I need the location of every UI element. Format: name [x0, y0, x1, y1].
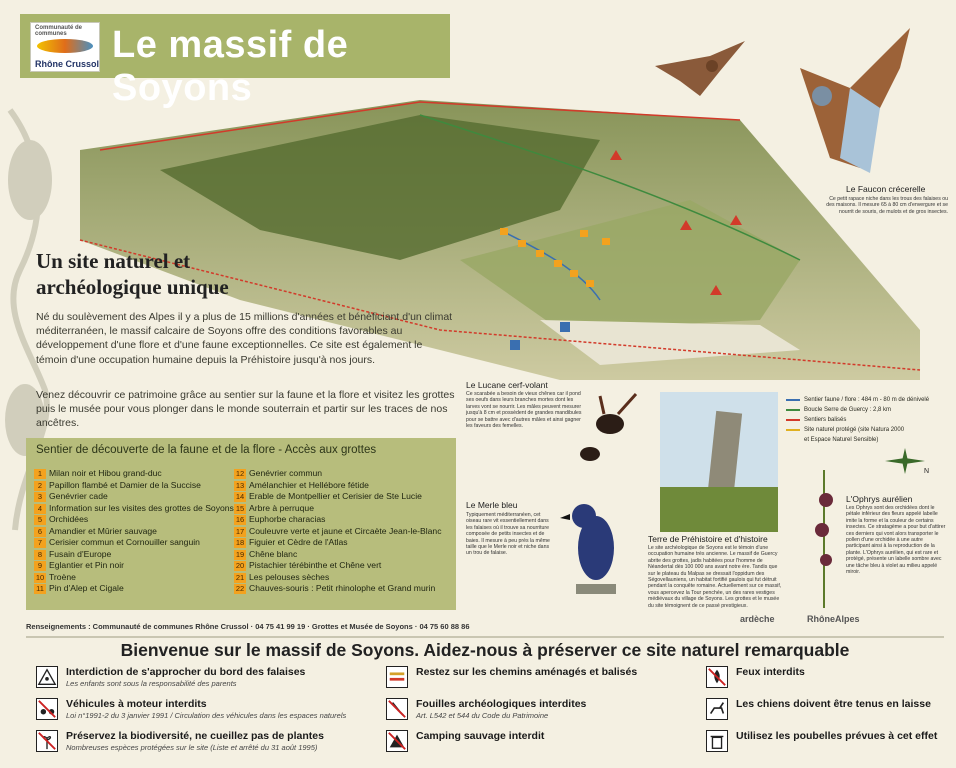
ophrys-title: L'Ophrys aurélien	[846, 494, 913, 504]
cliff-warning-icon	[36, 666, 58, 688]
trail-item: 13 Amélanchier et Hellébore fétide	[235, 479, 369, 490]
dog-leash-icon	[706, 698, 728, 720]
tower-illustration	[660, 392, 778, 532]
page-title: Le massif de Soyons	[112, 24, 349, 109]
trail-item: 21 Les pelouses sèches	[235, 571, 330, 582]
trail-item: 2 Papillon flambé et Damier de la Succise	[34, 480, 234, 492]
no-camping-icon	[386, 730, 408, 752]
site-heading-line2: archéologique unique	[36, 275, 229, 299]
marked-path-icon	[386, 666, 408, 688]
terre-title: Terre de Préhistoire et d'histoire	[648, 534, 768, 544]
legend-item: Sentier faune / flore : 484 m - 80 m de dénivelé	[784, 395, 944, 405]
rhonealpes-logo: RhôneAlpes	[807, 614, 860, 624]
blue-rock-thrush-illustration	[556, 488, 636, 598]
header-banner	[20, 14, 450, 109]
trail-item: 10 Troène	[35, 571, 76, 582]
no-picking-icon	[36, 730, 58, 752]
legend-item: Site naturel protégé (site Natura 2000	[784, 425, 944, 435]
bin-icon	[706, 730, 728, 752]
trail-item: 1 Milan noir et Hibou grand-duc	[34, 468, 234, 480]
trail-item: 5 Orchidées	[34, 514, 234, 526]
trail-item: 12 Genévrier commun	[235, 468, 323, 478]
trail-item: 9 Eglantier et Pin noir	[34, 560, 234, 572]
no-digging-icon	[386, 698, 408, 720]
ardeche-logo: ardèche	[740, 614, 775, 624]
faucon-text: Ce petit rapace niche dans les trous des falaises ou des maisons. Il mesure 65 à 80 cm d'envergure et se nourrit de souris, de mulots et de gros insectes.	[826, 196, 948, 215]
trail-item: 11 Pin d'Alep et Cigale	[34, 583, 234, 595]
trail-item: 17 Couleuvre verte et jaune et Circaète Jean-le-Blanc	[235, 525, 442, 536]
legend-item: Sentiers balisés	[784, 415, 944, 425]
no-vehicle-icon	[36, 698, 58, 720]
trail-heading: Sentier de découverte de la faune et de la flore - Accès aux grottes	[36, 444, 377, 456]
stag-beetle-illustration	[560, 384, 650, 474]
logo-top-text: Communauté de communes	[35, 25, 83, 37]
terre-text: Le site archéologique de Soyons est le témoin d'une occupation humaine très ancienne. Le massif de Guercy abrite des grottes, jadis habitées pour l'homme de Néandertal dès 100 000 ans avant notre ère. Tandis que sur le plateau du Malpas se dressait l'oppidum des Ségovellauniens, un habitat fortifié gaulois qui fut détruit pendant la conquête romaine. Actuellement sur ce massif, vous apercevez la Tour penchée, un des rares vestiges médiévaux du village de Soyons. Les grottes et le musée du site témoignent de ce passé prestigieux.	[648, 545, 782, 609]
lucane-text: Ce scarabée a besoin de vieux chênes car il pond ses oeufs dans leurs branches mortes dont les larves vont se nourrir. Les mâles peuvent mesurer jusqu'à 8 cm et possèdent de grandes mandibules pour se battre avec d'autres mâles et ainsi gagner les faveurs des femelles.	[466, 391, 582, 430]
trail-item: 22 Chauves-souris : Petit rhinolophe et Grand murin	[235, 583, 436, 593]
lucane-title: Le Lucane cerf-volant	[466, 380, 548, 390]
rules-panel: Bienvenue sur le massif de Soyons. Aidez-nous à préserver ce site naturel remarquable Interdiction de s'approcher du bord des falaises Les enfants sont sous la responsabilité des parents Véhicules à moteur interdits Loi n°1991-2 du 3 janvier 1991 / Circulation des véhicules dans les espaces naturels Préservez la biodiversité, ne cueillez pas de plantes Nombreuses espèces protégées sur le site (Liste et arrêté du 31 août 1995) Restez sur les chemins aménagés et balisés Fouilles archéologiques interdites Art. L542 et 544 du Code du Patrimoine Camping sauvage interdit Feux interdits Les chiens doivent être tenus en laisse Utilisez les poubelles prévues à cet effet	[26, 636, 944, 764]
welcome-banner: Bienvenue sur le massif de Soyons. Aidez-nous à préserver ce site naturel remarquable	[120, 640, 850, 660]
ophrys-text: Les Ophrys sont des orchidées dont le pétale inférieur des fleurs appelé labelle imite la forme et la couleur de certains insectes. Ce stratagème a pour but d'attirer ces derniers qui vont alors transporter le pollen d'une orchidée à une autre participant ainsi à la reproduction de la plante. L'Ophrys aurélien, qui est rare et protégé, présente un labelle sombre avec une tâche bleu à violet au milieu appelé miroir.	[846, 505, 946, 576]
legend-item: et Espace Naturel Sensible)	[804, 437, 879, 443]
flying-kestrel-illustration	[650, 36, 750, 116]
legend-item: Boucle Serre de Guercy : 2,8 km	[784, 405, 944, 415]
perched-kestrel-illustration	[790, 28, 930, 178]
trail-item: 6 Amandier et Mûrier sauvage	[34, 526, 234, 538]
site-heading-line1: Un site naturel et	[36, 249, 191, 273]
trail-item: 14 Erable de Montpellier et Cerisier de Ste Lucie	[235, 491, 422, 501]
faucon-title: Le Faucon crécerelle	[846, 184, 926, 194]
trail-panel	[26, 438, 456, 610]
compass-rose-icon	[880, 446, 930, 476]
north-label: N	[924, 468, 930, 475]
partner-logos	[740, 614, 860, 624]
trail-list-col1	[34, 468, 234, 595]
ophrys-illustration	[804, 460, 844, 610]
site-heading	[36, 248, 336, 300]
trail-item: 8 Fusain d'Europe	[34, 549, 234, 561]
intro-paragraph-2: Venez découvrir ce patrimoine grâce au sentier sur la faune et la flore et visitez les grottes puis le musée pour vous plonger dans le monde souterrain et partir sur les traces de nos ancêtres.	[36, 389, 455, 430]
contact-info: Renseignements : Communauté de communes Rhône Crussol · 04 75 41 99 19 · Grottes et Musée de Soyons · 04 75 60 88 86	[26, 622, 470, 631]
no-fire-icon	[706, 666, 728, 688]
trail-item: 15 Arbre à perruque	[235, 502, 314, 513]
merle-text: Typiquement méditerranéen, cet oiseau rare vit essentiellement dans les falaises où il trouve sa nourriture composée de petits insectes et de baies. Il mesure à peu près la même taille que le Merle noir et niche dans un trou de falaise.	[466, 512, 550, 557]
rhone-crussol-logo	[30, 22, 100, 72]
trail-item: 20 Pistachier térébinthe et Chêne vert	[235, 560, 382, 570]
intro-paragraph: Né du soulèvement des Alpes il y a plus de 15 millions d'années et bénéficiant d'un climat méditerranéen, le massif calcaire de Soyons offre des conditions favorables au développement d'une flore et d'une faune exceptionnelles. Ce site est également le témoin d'une occupation humaine depuis la Préhistoire jusqu'à nos jours.	[36, 311, 453, 366]
logo-bottom-text: Rhône Crussol	[35, 59, 100, 69]
trail-item: 4 Information sur les visites des grottes de Soyons	[34, 503, 234, 515]
trail-item: 7 Cerisier commun et Cornouiller sanguin	[34, 537, 234, 549]
trail-item: 16 Euphorbe characias	[235, 514, 326, 524]
trail-item: 18 Figuier et Cèdre de l'Atlas	[235, 537, 348, 547]
trail-item: 3 Genévrier cade	[34, 491, 234, 503]
trail-item: 19 Chêne blanc	[235, 548, 298, 559]
merle-title: Le Merle bleu	[466, 500, 518, 510]
trail-list-col2	[234, 468, 456, 595]
